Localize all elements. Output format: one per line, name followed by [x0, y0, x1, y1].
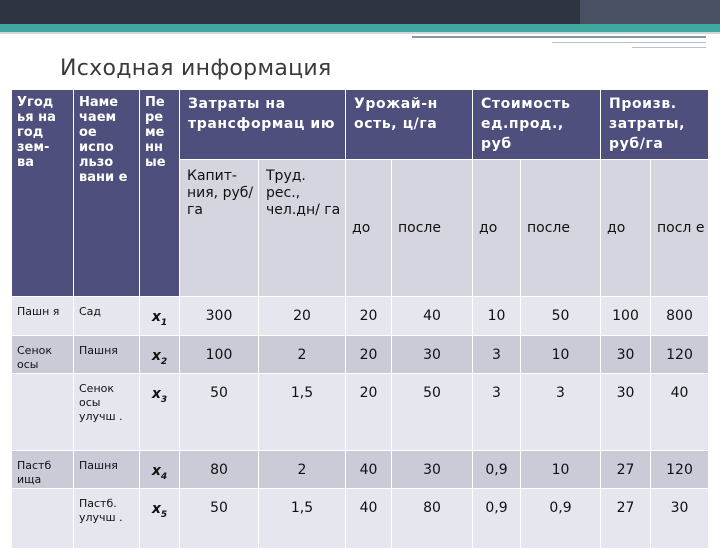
- cell-cost-before: 3: [473, 374, 521, 451]
- subheader-capital: Капит- ния, руб/га: [180, 160, 259, 297]
- divider-line: [0, 32, 720, 34]
- header-costs: Затраты на трансформац ию: [180, 90, 346, 160]
- subheader-labor: Труд. рес., чел.дн/ га: [259, 160, 346, 297]
- cell-prod-after: 120: [651, 451, 709, 489]
- top-bar: [0, 0, 720, 24]
- cell-labor: 1,5: [259, 374, 346, 451]
- cell-variable: $x_3$: [140, 374, 180, 451]
- cell-yield-before: 40: [346, 489, 392, 549]
- subheader-prod-before: до: [601, 160, 651, 297]
- cell-yield-after: 80: [392, 489, 473, 549]
- cell-prod-before: 30: [601, 336, 651, 374]
- subheader-prod-after: посл е: [651, 160, 709, 297]
- subheader-cost-after: после: [521, 160, 601, 297]
- cell-capital: 100: [180, 336, 259, 374]
- cell-variable: $x_5$: [140, 489, 180, 549]
- cell-cost-after: 0,9: [521, 489, 601, 549]
- table-row: [12, 374, 709, 451]
- cell-use: Сенок осы улучш .: [74, 374, 140, 451]
- cell-cost-before: 3: [473, 336, 521, 374]
- cell-cost-before: 0,9: [473, 451, 521, 489]
- header-yield: Урожай-н ость, ц/га: [346, 90, 473, 160]
- subheader-yield-before: до: [346, 160, 392, 297]
- cell-variable: $x_2$: [140, 336, 180, 374]
- cell-land: [12, 374, 74, 451]
- cell-land: Пашн я: [12, 297, 74, 336]
- header-variables: Пе ре ме нн ые: [140, 90, 180, 297]
- cell-yield-before: 20: [346, 374, 392, 451]
- cell-prod-before: 100: [601, 297, 651, 336]
- cell-cost-after: 10: [521, 336, 601, 374]
- cell-yield-before: 20: [346, 297, 392, 336]
- accent-stripe: [0, 24, 720, 32]
- header-production-costs: Произв. затраты, руб/га: [601, 90, 709, 160]
- cell-prod-before: 27: [601, 489, 651, 549]
- table-row: [12, 297, 709, 336]
- header-unit-cost: Стоимость ед.прод., руб: [473, 90, 601, 160]
- cell-yield-before: 20: [346, 336, 392, 374]
- cell-cost-after: 3: [521, 374, 601, 451]
- header-use: Наме чаем ое испо льзо вани е: [74, 90, 140, 297]
- cell-labor: 2: [259, 451, 346, 489]
- subheader-cost-before: до: [473, 160, 521, 297]
- table-row: [12, 336, 709, 374]
- cell-labor: 20: [259, 297, 346, 336]
- cell-capital: 50: [180, 374, 259, 451]
- header-land: Угод ья на год зем- ва: [12, 90, 74, 297]
- cell-use: Пашня: [74, 336, 140, 374]
- cell-prod-after: 30: [651, 489, 709, 549]
- cell-yield-after: 30: [392, 336, 473, 374]
- cell-labor: 1,5: [259, 489, 346, 549]
- cell-land: Сенок осы: [12, 336, 74, 374]
- cell-use: Сад: [74, 297, 140, 336]
- cell-prod-after: 800: [651, 297, 709, 336]
- cell-variable: $x_4$: [140, 451, 180, 489]
- cell-cost-after: 10: [521, 451, 601, 489]
- cell-use: Пастб. улучш .: [74, 489, 140, 549]
- data-table: [11, 89, 709, 549]
- cell-use: Пашня: [74, 451, 140, 489]
- cell-yield-after: 40: [392, 297, 473, 336]
- cell-yield-before: 40: [346, 451, 392, 489]
- cell-land: Пастб ища: [12, 451, 74, 489]
- subheader-yield-after: после: [392, 160, 473, 297]
- cell-capital: 80: [180, 451, 259, 489]
- table-row: [12, 451, 709, 489]
- cell-prod-after: 40: [651, 374, 709, 451]
- cell-capital: 50: [180, 489, 259, 549]
- cell-prod-after: 120: [651, 336, 709, 374]
- top-bar-accent: [580, 0, 720, 24]
- cell-capital: 300: [180, 297, 259, 336]
- cell-cost-before: 0,9: [473, 489, 521, 549]
- cell-cost-after: 50: [521, 297, 601, 336]
- cell-yield-after: 30: [392, 451, 473, 489]
- cell-prod-before: 27: [601, 451, 651, 489]
- cell-cost-before: 10: [473, 297, 521, 336]
- cell-prod-before: 30: [601, 374, 651, 451]
- cell-variable: $x_1$: [140, 297, 180, 336]
- decorative-lines: [412, 36, 706, 50]
- cell-yield-after: 50: [392, 374, 473, 451]
- slide-title: Исходная информация: [60, 56, 332, 81]
- cell-labor: 2: [259, 336, 346, 374]
